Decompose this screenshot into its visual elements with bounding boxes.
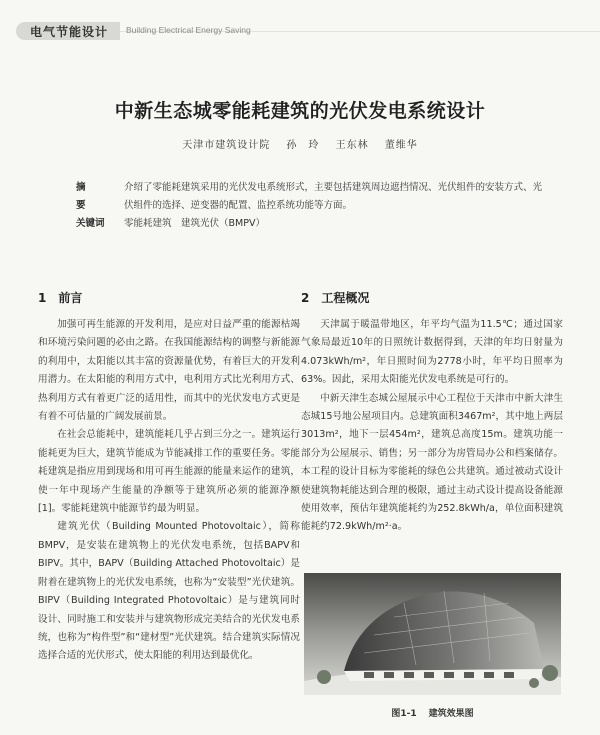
- keywords: [76, 215, 546, 233]
- abstract-text: 介绍了零能耗建筑采用的光伏发电系统形式，主要包括建筑周边遮挡情况、光伏组件的安装方式、光伏组件的选择、逆变器的配置、监控系统功能等方面。: [124, 182, 543, 211]
- article-title: 中新生态城零能耗建筑的光伏发电系统设计: [114, 100, 486, 122]
- column-right: [301, 288, 563, 537]
- author-1: 孙 玲: [286, 140, 320, 151]
- paragraph: 在社会总能耗中，建筑能耗几乎占到三分之一。建筑运行能耗更为巨大，建筑节能成为节能减排工作的重要任务。零能耗建筑是指应用到现场和用可再生能源的能量来运作的建筑，使一年中现场产生能量的净额等于建筑所必须的能源净额[1]。零能耗建筑中能源节约最为明显。: [38, 429, 300, 515]
- keywords-text: 零能耗建筑 建筑光伏（BMPV）: [124, 218, 265, 229]
- running-header: [16, 22, 600, 40]
- section-title: 前言: [58, 291, 83, 305]
- section-heading: [38, 288, 300, 308]
- paragraph: 天津属于暖温带地区，年平均气温为11.5℃；通过国家气象局最近10年的日照统计数据得到，天津的年均日射量为4.073kWh/m²，年日照时间为2778小时，年平均日照率为63%。因此，采用太阳能光伏发电系统是可行的。: [301, 319, 563, 386]
- building-rendering-figure: [304, 573, 561, 695]
- section-title: 工程概况: [321, 291, 370, 305]
- author-3: 董维华: [384, 140, 418, 151]
- abstract-label: 摘 要: [76, 182, 108, 211]
- column-left: [38, 288, 300, 666]
- building-rendering-image: [304, 573, 561, 695]
- paragraph: 中新天津生态城公屋展示中心工程位于天津市中新大津生态城15号地公屋项目内。总建筑面积3467m²，其中地上两层3013m²，地下一层454m²，建筑总高度15m。建筑功能一部分为公屋展示、销售；另一部分为房管局办公和档案储存。本工程的设计目标为零能耗的绿色公共建筑。通过被动式设计使建筑物耗能达到合理的极限，通过主动式设计提高设备能源使用效率，预估年建筑能耗约为252.8kWh/a，单位面积建筑能耗约72.9kWh/m²·a。: [301, 392, 563, 533]
- journal-name: 电气节能设计: [30, 25, 109, 39]
- figure-number: 图1-1: [391, 709, 417, 719]
- section-number: 1: [38, 291, 47, 305]
- figure-caption-text: 建筑效果图: [428, 709, 474, 719]
- author-2: 王东林: [335, 140, 369, 151]
- figure-caption: [304, 706, 561, 719]
- paragraph: 加强可再生能源的开发利用，是应对日益严重的能源枯竭和环境污染问题的必由之路。在我国能源结构的调整与新能源的利用中，太阳能以其丰富的资源量优势，有着巨大的开发利用潜力。在太阳能的利用方式中，电利用方式比光利用方式、热利用方式有着更广泛的适用性，而其中的光伏发电方式更是有着不可估量的广阔发展前景。: [38, 319, 300, 423]
- abstract: [76, 179, 546, 215]
- section-heading: [301, 288, 563, 308]
- affiliation: 天津市建筑设计院: [182, 140, 271, 151]
- journal-subtitle: Building Electrical Energy Saving: [126, 25, 251, 35]
- keywords-label: 关键词: [76, 218, 105, 229]
- paragraph: 建筑光伏（Building Mounted Photovoltaic），简称BMPV，是安装在建筑物上的光伏发电系统，包括BAPV和BIPV。其中，BAPV（Building Attached Photovoltaic）是附着在建筑物上的光伏发电系统，也称为“安装型”光伏建筑。BIPV（Building Integrated Photovoltaic）是与建筑同时设计、同时施工和安装并与建筑物形成完美结合的光伏发电系统，也称为“构件型”和“建材型”光伏建筑。结合建筑实际情况选择合适的光伏形式，使太阳能的利用达到最优化。: [38, 521, 300, 662]
- author-line: [0, 136, 600, 151]
- section-number: 2: [301, 291, 310, 305]
